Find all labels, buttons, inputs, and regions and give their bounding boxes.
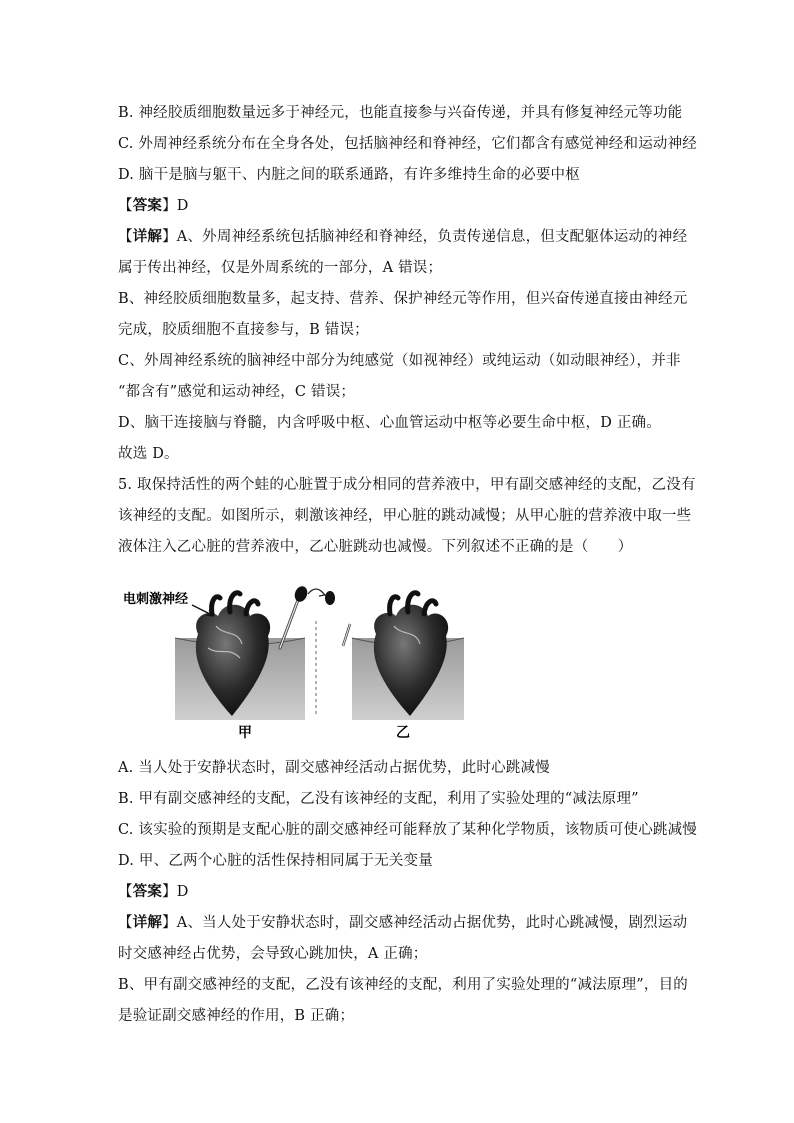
- option-c-q5: C. 该实验的预期是支配心脏的副交感神经可能释放了某种化学物质，该物质可使心跳减慢: [118, 822, 697, 838]
- conclusion-q4: 故选 D。: [118, 446, 179, 462]
- question-5-line1: 5. 取保持活性的两个蛙的心脏置于成分相同的营养液中，甲有副交感神经的支配，乙没有: [118, 477, 696, 493]
- option-b-q4: B. 神经胶质细胞数量远多于神经元，也能直接参与兴奋传递，并具有修复神经元等功能: [118, 105, 683, 121]
- answer-q4: 【答案】D: [118, 197, 189, 214]
- label-yi: 乙: [396, 725, 410, 741]
- option-d-q4: D. 脑干是脑与躯干、内脏之间的联系通路，有许多维持生命的必要中枢: [118, 167, 580, 183]
- explanation-q4-line2: 属于传出神经，仅是外周系统的一部分，A 错误；: [118, 260, 443, 276]
- explanation-q4-line6: “都含有”感觉和运动神经，C 错误；: [118, 384, 356, 400]
- explanation-q5-line1: 【详解】A、当人处于安静状态时，副交感神经活动占据优势，此时心跳减慢，剧烈运动: [118, 914, 688, 931]
- stimulus-label: 电刺激神经: [123, 592, 189, 607]
- option-b-q5: B. 甲有副交感神经的支配，乙没有该神经的支配，利用了实验处理的“减法原理”: [118, 791, 639, 807]
- explanation-q4-line1: 【详解】A、外周神经系统包括脑神经和脊神经，负责传递信息，但支配躯体运动的神经: [118, 228, 688, 245]
- explanation-q5-line4: 是验证副交感神经的作用，B 正确；: [118, 1008, 355, 1024]
- heart-experiment-figure: [120, 586, 470, 746]
- label-jia: 甲: [238, 725, 252, 741]
- explanation-q4-line7: D、脑干连接脑与脊髓，内含呼吸中枢、心血管运动中枢等必要生命中枢，D 正确。: [118, 415, 661, 431]
- answer-q5: 【答案】D: [118, 883, 189, 900]
- option-a-q5: A. 当人处于安静状态时，副交感神经活动占据优势，此时心跳减慢: [118, 760, 550, 776]
- question-5-line3: 液体注入乙心脏的营养液中，乙心脏跳动也减慢。下列叙述不正确的是（ ）: [118, 539, 633, 555]
- option-d-q5: D. 甲、乙两个心脏的活性保持相同属于无关变量: [118, 853, 433, 869]
- explanation-q4-line3: B、神经胶质细胞数量多，起支持、营养、保护神经元等作用，但兴奋传递直接由神经元: [118, 291, 688, 307]
- explanation-q4-line5: C、外周神经系统的脑神经中部分为纯感觉（如视神经）或纯运动（如动眼神经），并非: [118, 353, 681, 369]
- explanation-q5-line2: 时交感神经占优势，会导致心跳加快，A 正确；: [118, 946, 428, 962]
- explanation-q4-line4: 完成，胶质细胞不直接参与，B 错误；: [118, 322, 369, 338]
- explanation-q5-line3: B、甲有副交感神经的支配，乙没有该神经的支配，利用了实验处理的“减法原理”，目的: [118, 977, 688, 993]
- option-c-q4: C. 外周神经系统分布在全身各处，包括脑神经和脊神经，它们都含有感觉神经和运动神经: [118, 136, 697, 152]
- question-5-line2: 该神经的支配。如图所示，刺激该神经，甲心脏的跳动减慢；从甲心脏的营养液中取一些: [118, 508, 692, 524]
